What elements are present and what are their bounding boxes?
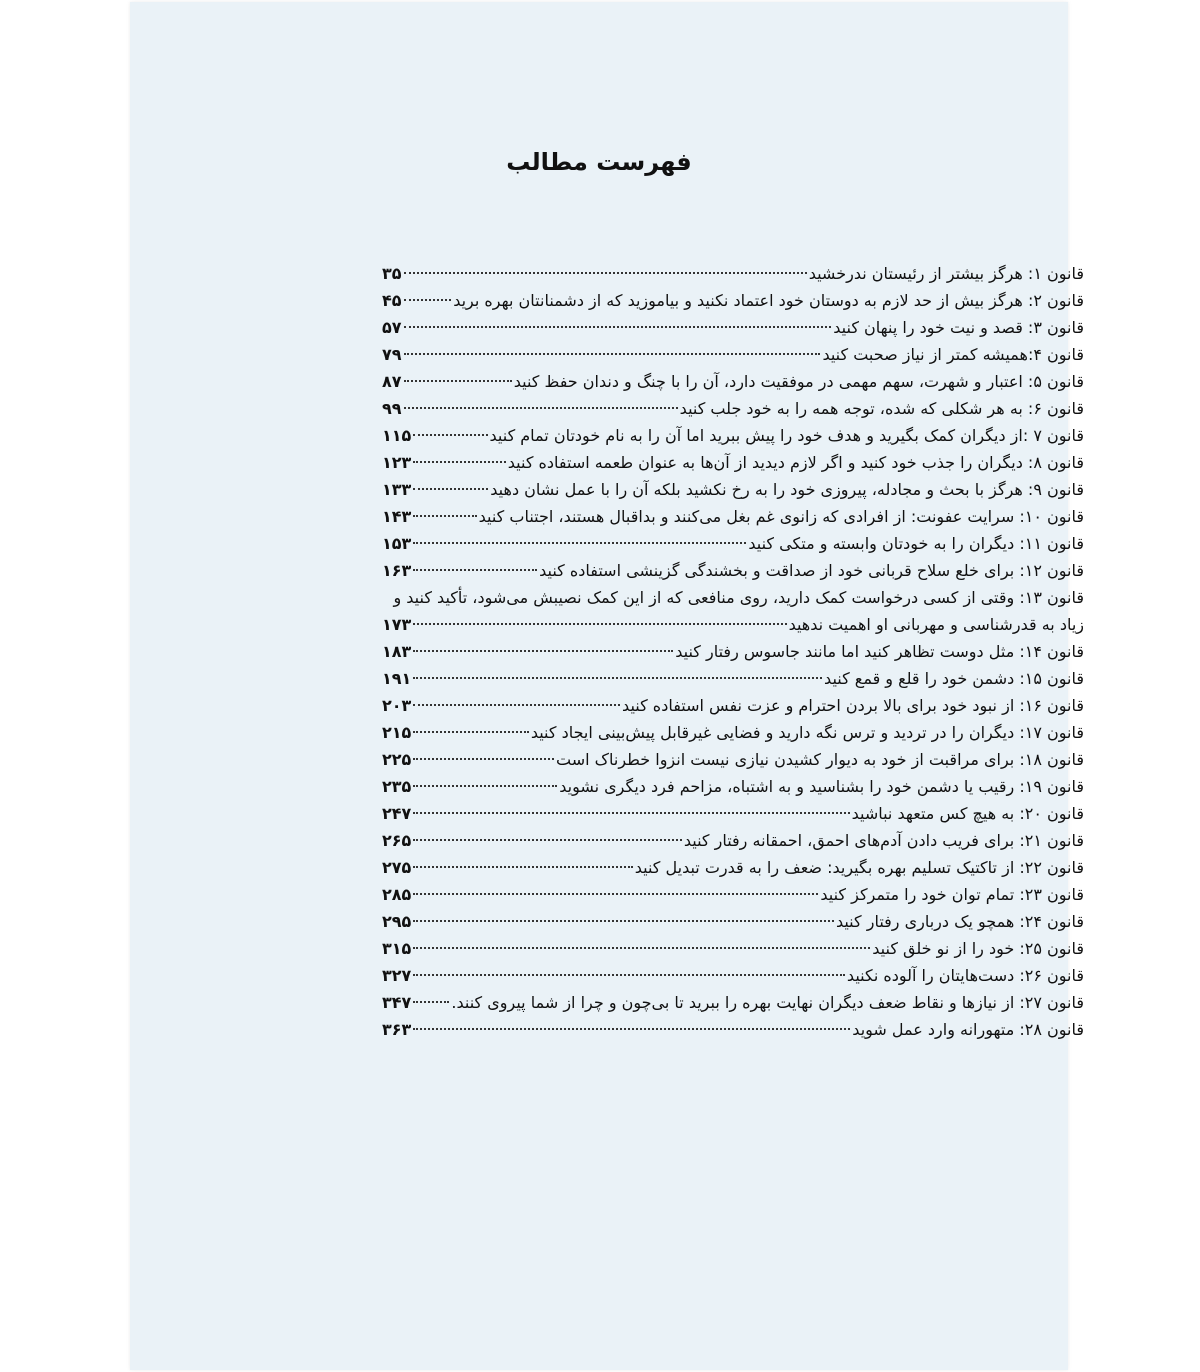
toc-page-number: ۲۹۵: [382, 912, 412, 931]
dot-leader: [413, 839, 682, 841]
toc-page-number: ۱۷۳: [382, 615, 412, 634]
toc-entry: [382, 800, 1084, 827]
toc-entry-title: قانون ۲۶: دست‌هایتان را آلوده نکنید: [846, 966, 1084, 985]
toc-entry-title: قانون ۸: دیگران را جذب خود کنید و اگر لازم دیدید از آن‌ها به عنوان طعمه استفاده کنید: [507, 453, 1084, 472]
toc-entry: [382, 827, 1084, 854]
dot-leader: [413, 785, 557, 787]
toc-page-number: ۳۱۵: [382, 939, 412, 958]
dot-leader: [404, 299, 452, 301]
toc-page-number: ۱۸۳: [382, 642, 412, 661]
toc-entry-title: قانون ۱۵: دشمن خود را قلع و قمع کنید: [824, 669, 1084, 688]
toc-entry: [382, 503, 1084, 530]
toc-entry: [382, 935, 1084, 962]
toc-entry: [382, 341, 1084, 368]
toc-entry: [382, 395, 1084, 422]
toc-entry-title: قانون ۱۶: از نبود خود برای بالا بردن احترام و عزت نفس استفاده کنید: [622, 696, 1084, 715]
toc-entry: [382, 530, 1084, 557]
table-of-contents: [382, 260, 1084, 1043]
toc-page-number: ۲۰۳: [382, 696, 412, 715]
dot-leader: [413, 542, 746, 544]
toc-page-number: ۷۹: [382, 345, 402, 364]
toc-entry-title: قانون ۵: اعتبار و شهرت، سهم مهمی در موفقیت دارد، آن را با چنگ و دندان حفظ کنید: [513, 372, 1084, 391]
dot-leader: [413, 488, 488, 490]
toc-entry-title: قانون ۴:همیشه کمتر از نیاز صحبت کنید: [822, 345, 1084, 364]
dot-leader: [413, 623, 786, 625]
toc-page-number: ۹۹: [382, 399, 402, 418]
toc-entry-title: قانون ۱: هرگز بیشتر از رئیستان ندرخشید: [808, 264, 1084, 283]
toc-entry-title: قانون ۱۴: مثل دوست تظاهر کنید اما مانند جاسوس رفتار کنید: [675, 642, 1084, 661]
toc-entry-title: قانون ۹: هرگز با بحث و مجادله، پیروزی خود را به رخ نکشید بلکه آن را با عمل نشان دهید: [490, 480, 1084, 499]
toc-entry: [382, 665, 1084, 692]
dot-leader: [413, 812, 849, 814]
dot-leader: [413, 650, 673, 652]
toc-page-number: ۴۵: [382, 291, 402, 310]
toc-page-number: ۳۴۷: [382, 993, 412, 1012]
toc-entry-title: قانون ۲۰: به هیچ کس متعهد نباشید: [851, 804, 1084, 823]
toc-entry: [382, 773, 1084, 800]
toc-entry: [382, 962, 1084, 989]
toc-entry-title: قانون ۳: قصد و نیت خود را پنهان کنید: [833, 318, 1084, 337]
toc-entry-title: قانون ۱۳: وقتی از کسی درخواست کمک دارید، روی منافعی که از این کمک نصیبش می‌شود، تأکید کنید و: [393, 588, 1084, 607]
dot-leader: [413, 866, 632, 868]
toc-entry: [382, 557, 1084, 584]
toc-entry: [382, 881, 1084, 908]
toc-entry: [382, 260, 1084, 287]
toc-entry-title: قانون ۲۳: تمام توان خود را متمرکز کنید: [820, 885, 1084, 904]
toc-page-number: ۱۲۳: [382, 453, 412, 472]
toc-entry: [382, 287, 1084, 314]
toc-entry: [382, 854, 1084, 881]
toc-entry: [382, 989, 1084, 1016]
toc-page-number: ۱۶۳: [382, 561, 412, 580]
toc-page-number: ۲۳۵: [382, 777, 412, 796]
toc-page-number: ۳۶۳: [382, 1020, 412, 1039]
toc-entry-title: قانون ۶: به هر شکلی که شده، توجه همه را به خود جلب کنید: [679, 399, 1084, 418]
toc-page-number: ۳۵: [382, 264, 402, 283]
toc-page-number: ۲۴۷: [382, 804, 412, 823]
toc-entry: [382, 368, 1084, 395]
toc-page-number: ۱۹۱: [382, 669, 412, 688]
toc-page-number: ۱۳۳: [382, 480, 412, 499]
book-page: [130, 2, 1084, 1370]
toc-entry: [382, 584, 1084, 638]
toc-entry-title: قانون ۱۸: برای مراقبت از خود به دیوار کشیدن نیازی نیست انزوا خطرناک است: [556, 750, 1084, 769]
dot-leader: [413, 920, 834, 922]
toc-entry-title: قانون ۲: هرگز بیش از حد لازم به دوستان خود اعتماد نکنید و بیاموزید که از دشمنانتان بهره برید: [453, 291, 1084, 310]
toc-page-number: ۲۲۵: [382, 750, 412, 769]
toc-page-number: ۸۷: [382, 372, 402, 391]
toc-entry-title: قانون ۲۴: همچو یک درباری رفتار کنید: [835, 912, 1084, 931]
toc-entry: [382, 1016, 1084, 1043]
toc-entry: [382, 908, 1084, 935]
toc-entry-title: قانون ۲۷: از نیازها و نقاط ضعف دیگران نهایت بهره را ببرید تا بی‌چون و چرا از شما پیروی کنند.: [451, 993, 1084, 1012]
dot-leader: [413, 1001, 449, 1003]
dot-leader: [413, 947, 870, 949]
toc-page-number: ۲۶۵: [382, 831, 412, 850]
dot-leader: [413, 731, 529, 733]
toc-page-number: ۲۸۵: [382, 885, 412, 904]
toc-entry: [382, 692, 1084, 719]
dot-leader: [413, 974, 845, 976]
toc-entry: [382, 476, 1084, 503]
toc-page-number: ۱۱۵: [382, 426, 412, 445]
dot-leader: [413, 758, 554, 760]
dot-leader: [404, 326, 832, 328]
toc-entry-title: قانون ۲۱: برای فریب دادن آدم‌های احمق، احمقانه رفتار کنید: [683, 831, 1084, 850]
toc-entry: [382, 449, 1084, 476]
toc-entry-title: قانون ۱۰: سرایت عفونت: از افرادی که زانوی غم بغل می‌کنند و بداقبال هستند، اجتناب کنید: [478, 507, 1084, 526]
toc-page-number: ۳۲۷: [382, 966, 412, 985]
dot-leader: [404, 407, 678, 409]
toc-entry: [382, 314, 1084, 341]
toc-page-number: ۲۷۵: [382, 858, 412, 877]
toc-entry-title: قانون ۲۸: متهورانه وارد عمل شوید: [852, 1020, 1084, 1039]
dot-leader: [413, 704, 620, 706]
dot-leader: [413, 461, 505, 463]
dot-leader: [413, 515, 476, 517]
toc-entry-title: قانون ۱۱: دیگران را به خودتان وابسته و متکی کنید: [748, 534, 1084, 553]
toc-entry-title-continued: زیاد به قدرشناسی و مهربانی او اهمیت ندهید: [788, 615, 1084, 634]
dot-leader: [404, 272, 807, 274]
toc-page-number: ۲۱۵: [382, 723, 412, 742]
dot-leader: [413, 434, 487, 436]
toc-page-number: ۵۷: [382, 318, 402, 337]
dot-leader: [413, 677, 822, 679]
toc-entry-title: قانون ۱۲: برای خلع سلاح قربانی خود از صداقت و بخشندگی گزینشی استفاده کنید: [539, 561, 1084, 580]
toc-page-number: ۱۵۳: [382, 534, 412, 553]
dot-leader: [404, 353, 821, 355]
dot-leader: [413, 569, 537, 571]
dot-leader: [413, 1028, 850, 1030]
toc-entry-title: قانون ۲۲: از تاکتیک تسلیم بهره بگیرید: ضعف را به قدرت تبدیل کنید: [634, 858, 1084, 877]
dot-leader: [404, 380, 512, 382]
toc-entry: [382, 746, 1084, 773]
toc-entry-title: قانون ۱۷: دیگران را در تردید و ترس نگه دارید و فضایی غیرقابل پیش‌بینی ایجاد کنید: [530, 723, 1084, 742]
page-title: فهرست مطالب: [506, 148, 692, 176]
toc-page-number: ۱۴۳: [382, 507, 412, 526]
dot-leader: [413, 893, 818, 895]
toc-entry: [382, 719, 1084, 746]
toc-entry-title: قانون ۱۹: رقیب یا دشمن خود را بشناسید و به اشتباه، مزاحم فرد دیگری نشوید: [559, 777, 1084, 796]
toc-entry: [382, 638, 1084, 665]
toc-entry-title: قانون ۲۵: خود را از نو خلق کنید: [872, 939, 1084, 958]
toc-entry-title: قانون ۷ :از دیگران کمک بگیرید و هدف خود را پیش ببرید اما آن را به نام خودتان تمام کنید: [489, 426, 1084, 445]
toc-entry: [382, 422, 1084, 449]
